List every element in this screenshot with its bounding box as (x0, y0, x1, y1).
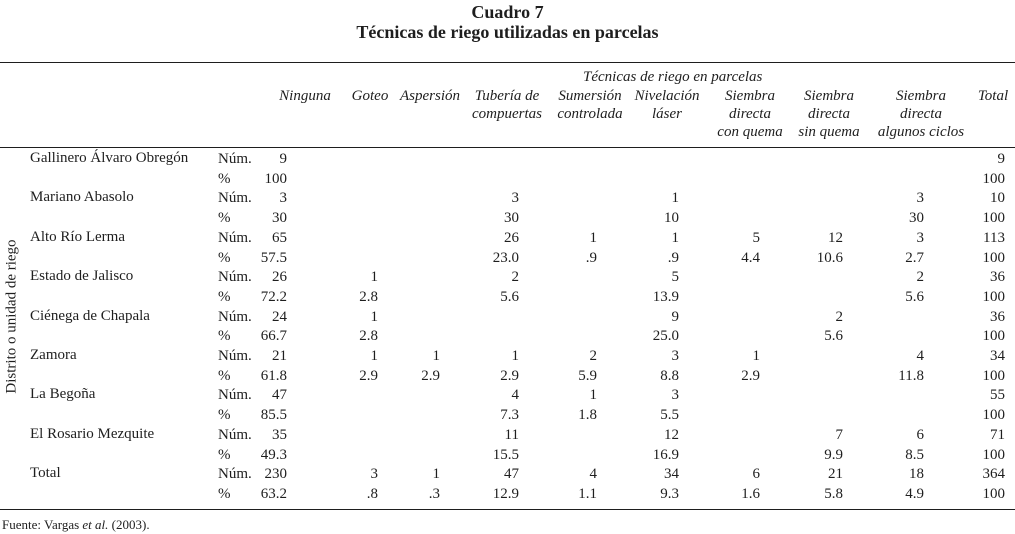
table-cell: 16.9 (652, 446, 679, 463)
count-label: Núm. (218, 387, 252, 404)
count-label: Núm. (218, 426, 252, 443)
table-cell: 49.3 (260, 446, 287, 463)
table-cell: 100 (982, 407, 1005, 424)
percent-label: % (218, 367, 231, 384)
column-header-line: láser (652, 106, 682, 122)
table-cell: 1 (511, 348, 519, 364)
district-name: Gallinero Álvaro Obregón (30, 150, 189, 166)
top-rule (0, 62, 1015, 63)
table-cell: 1 (370, 308, 378, 325)
percent-label: % (218, 170, 231, 187)
table-cell: 55 (990, 387, 1005, 404)
table-cell: 7 (835, 426, 843, 443)
column-header-line: algunos ciclos (877, 124, 965, 140)
table-cell: 1 (671, 229, 679, 246)
table-cell: 5.5 (660, 407, 679, 424)
table-cell: 3 (671, 387, 679, 404)
table-cell: 24 (272, 308, 287, 325)
table-cell: 9.9 (824, 446, 843, 463)
table-cell: 2.9 (359, 367, 378, 384)
table-cell: 6 (916, 426, 924, 443)
table-cell: .9 (585, 249, 597, 266)
table-cell: 25.0 (652, 328, 679, 345)
table-cell: 2.9 (421, 367, 440, 384)
table-cell: 4 (511, 387, 519, 404)
table-cell: 1 (589, 387, 597, 404)
percent-label: % (218, 328, 231, 345)
table-cell: 34 (990, 348, 1005, 364)
table-cell: 100 (264, 170, 287, 187)
table-cell: 2 (511, 269, 519, 286)
table-cell: 12.9 (492, 485, 519, 502)
count-label: Núm. (218, 151, 252, 167)
table-cell: 1 (752, 348, 760, 364)
table-cell: 100 (982, 210, 1005, 227)
table-cell: 2.7 (905, 249, 924, 266)
table-cell: 71 (990, 426, 1005, 443)
percent-label: % (218, 407, 231, 424)
table-cell: 100 (982, 328, 1005, 345)
table-cell: 1 (432, 348, 440, 364)
table-cell: 9 (671, 308, 679, 325)
table-cell: 2 (916, 269, 924, 286)
district-name: Zamora (30, 347, 77, 363)
column-header-line: sin quema (798, 124, 860, 140)
source-prefix: Fuente: Vargas (2, 517, 83, 532)
column-header-line: Sumersión (558, 88, 622, 104)
table-cell: 3 (671, 348, 679, 364)
table-cell: 47 (272, 387, 287, 404)
table-cell: 2.8 (359, 328, 378, 345)
count-label: Núm. (218, 348, 252, 364)
table-cell: 72.2 (260, 288, 287, 305)
table-cell: 100 (982, 446, 1005, 463)
column-header-line: Aspersión (400, 88, 460, 104)
table-cell: 47 (504, 466, 519, 483)
table-cell: 11 (504, 426, 519, 443)
table-cell: 15.5 (492, 446, 519, 463)
table-cell: 34 (664, 466, 679, 483)
column-header-line: Goteo (351, 88, 389, 104)
table-cell: 100 (982, 485, 1005, 502)
table-cell: .9 (667, 249, 679, 266)
table-cell: .8 (366, 485, 378, 502)
table-cell: 7.3 (500, 407, 519, 424)
source-note (2, 517, 150, 533)
table-cell: 4 (916, 348, 924, 364)
table-cell: 113 (983, 229, 1005, 246)
table-number: Cuadro 7 (471, 2, 544, 22)
table-cell: 1 (432, 466, 440, 483)
table-cell: 1 (589, 229, 597, 246)
table-cell: 8.5 (905, 446, 924, 463)
table-cell: 26 (272, 269, 287, 286)
table-cell: 65 (272, 229, 287, 246)
percent-label: % (218, 485, 231, 502)
column-header-line: controlada (557, 106, 623, 122)
table-cell: 2 (835, 308, 843, 325)
percent-label: % (218, 210, 231, 227)
column-header-line: Tubería de (474, 88, 540, 104)
district-name: La Begoña (30, 386, 96, 403)
table-cell: 13.9 (652, 288, 679, 305)
table-cell: 100 (982, 170, 1005, 187)
table-cell: 100 (982, 288, 1005, 305)
table-cell: 4.9 (905, 485, 924, 502)
percent-label: % (218, 288, 231, 305)
table-cell: 12 (828, 229, 843, 246)
table-cell: 3 (916, 229, 924, 246)
table-cell: 61.8 (260, 367, 287, 384)
table-cell: 12 (664, 426, 679, 443)
table-cell: 4.4 (741, 249, 760, 266)
table-cell: 100 (982, 249, 1005, 266)
table-cell: 5 (752, 229, 760, 246)
table-cell: 100 (982, 367, 1005, 384)
table-cell: 364 (982, 466, 1005, 483)
column-header-line: directa (729, 106, 771, 122)
count-label: Núm. (218, 190, 252, 207)
row-axis-label: Distrito o unidad de riego (3, 239, 20, 394)
table-cell: 2.9 (500, 367, 519, 384)
district-name: Ciénega de Chapala (30, 307, 150, 324)
column-header-line: Ninguna (279, 88, 331, 104)
table-cell: 5.8 (824, 485, 843, 502)
header-rule (0, 147, 1015, 148)
table-cell: 35 (272, 426, 287, 443)
table-cell: .3 (428, 485, 440, 502)
count-label: Núm. (218, 466, 252, 483)
district-name: Estado de Jalisco (30, 268, 134, 285)
table-cell: 2.9 (741, 367, 760, 384)
source-suffix: (2003). (108, 517, 150, 532)
table-cell: 23.0 (492, 249, 519, 266)
table-cell: 5.6 (824, 328, 843, 345)
table-cell: 10 (990, 190, 1005, 207)
percent-label: % (218, 446, 231, 463)
district-name: Mariano Abasolo (30, 189, 134, 206)
table-cell: 9 (997, 151, 1005, 167)
table-cell: 2 (589, 348, 597, 364)
table-cell: 8.8 (660, 367, 679, 384)
table-cell: 2.8 (359, 288, 378, 305)
table-cell: 3 (511, 190, 519, 207)
table-cell: 36 (990, 269, 1005, 286)
table-cell: 1 (370, 269, 378, 286)
table-cell: 5.9 (578, 367, 597, 384)
table-cell: 5.6 (905, 288, 924, 305)
column-header-line: Siembra (725, 88, 775, 104)
table-cell: 1 (671, 190, 679, 207)
column-header-line: con quema (717, 124, 783, 140)
column-header-line: directa (808, 106, 850, 122)
column-header-line: Nivelación (634, 88, 700, 104)
table-title: Técnicas de riego utilizadas en parcelas (356, 22, 659, 42)
table-cell: 18 (909, 466, 924, 483)
table-cell: 26 (504, 229, 519, 246)
column-header-line: Siembra (804, 88, 854, 104)
table-cell: 10 (664, 210, 679, 227)
column-header (923, 87, 1015, 105)
bottom-rule (0, 509, 1015, 510)
column-header-line: directa (900, 106, 942, 122)
table-cell: 21 (272, 348, 287, 364)
percent-label: % (218, 249, 231, 266)
table-cell: 11.8 (898, 367, 924, 384)
table-cell: 85.5 (260, 407, 287, 424)
table-cell: 3 (370, 466, 378, 483)
count-label: Núm. (218, 269, 252, 286)
table-cell: 230 (264, 466, 287, 483)
table-cell: 30 (272, 210, 287, 227)
table-cell: 9.3 (660, 485, 679, 502)
column-header-line: Siembra (896, 88, 946, 104)
table-cell: 30 (909, 210, 924, 227)
table-cell: 1.1 (578, 485, 597, 502)
table-cell: 30 (504, 210, 519, 227)
source-italic: et al. (82, 517, 109, 532)
table-cell: 5 (671, 269, 679, 286)
column-header-line: compuertas (472, 106, 542, 122)
district-name: Alto Río Lerma (30, 228, 125, 245)
district-name: Total (30, 465, 61, 482)
count-label: Núm. (218, 308, 252, 325)
table-cell: 6 (752, 466, 760, 483)
district-name: El Rosario Mezquite (30, 425, 155, 442)
table-cell: 3 (916, 190, 924, 207)
table-cell: 5.6 (500, 288, 519, 305)
table-cell: 3 (279, 190, 287, 207)
table-cell: 57.5 (260, 249, 287, 266)
count-label: Núm. (218, 229, 252, 246)
table-cell: 1.8 (578, 407, 597, 424)
table-cell: 4 (589, 466, 597, 483)
table-cell: 66.7 (260, 328, 287, 345)
table-cell: 21 (828, 466, 843, 483)
column-header-line: Total (977, 88, 1009, 104)
table-cell: 1.6 (741, 485, 760, 502)
table-cell: 1 (370, 348, 378, 364)
group-header: Técnicas de riego en parcelas (583, 69, 763, 85)
table-cell: 9 (279, 151, 287, 167)
table-cell: 36 (990, 308, 1005, 325)
table-cell: 63.2 (260, 485, 287, 502)
table-cell: 10.6 (816, 249, 843, 266)
